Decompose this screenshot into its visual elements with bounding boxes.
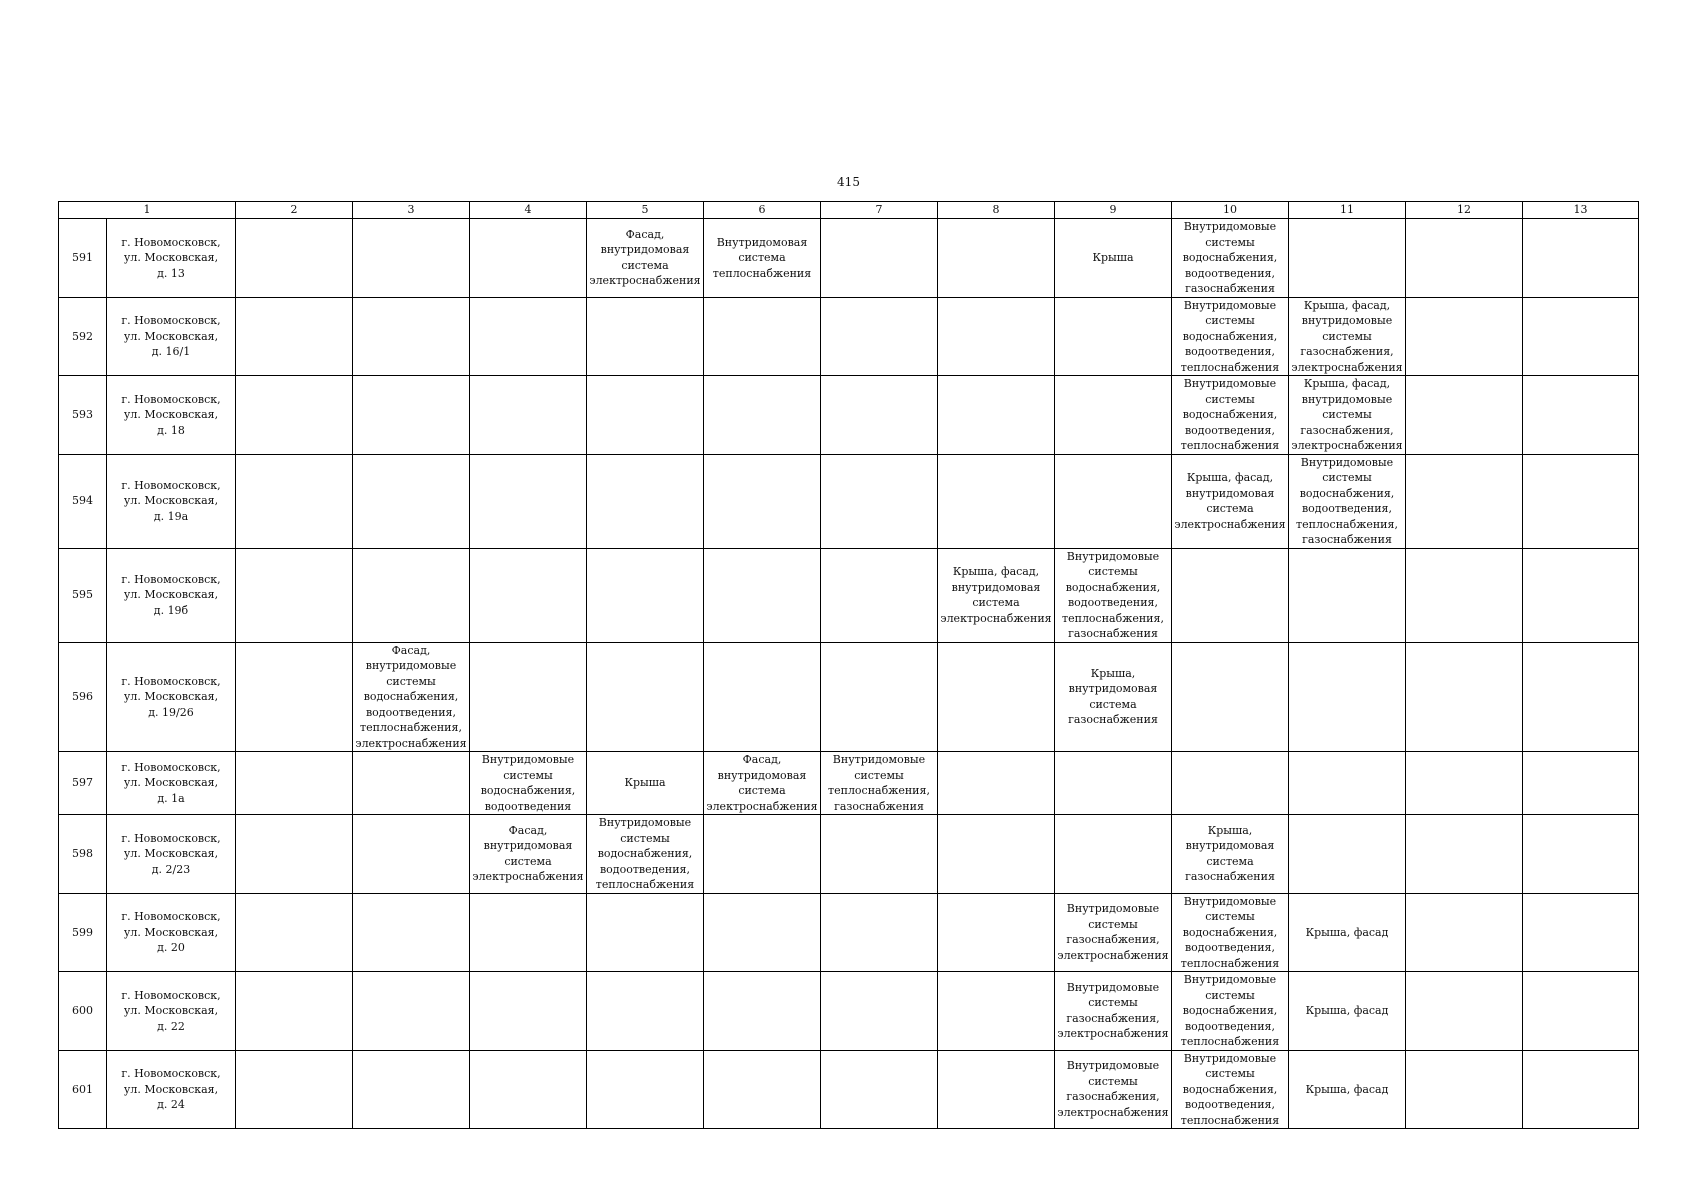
work-cell-col-11: [1289, 548, 1406, 642]
work-cell-col-11: [1289, 642, 1406, 752]
column-number-header: 5: [587, 202, 704, 219]
work-cell-col-11: [1289, 219, 1406, 298]
work-cell-col-10: [1172, 752, 1289, 815]
work-cell-col-11: Крыша, фасад: [1289, 893, 1406, 972]
work-cell-col-2: [236, 454, 353, 548]
table-row: [59, 815, 1639, 894]
work-cell-col-9: [1055, 454, 1172, 548]
column-number-header: 1: [59, 202, 236, 219]
work-cell-col-4: Внутридомовые системы водоснабжения, водоотведения: [470, 752, 587, 815]
column-number-header: 4: [470, 202, 587, 219]
work-cell-col-7: [821, 376, 938, 455]
address-cell: г. Новомосковск, ул. Московская, д. 24: [107, 1050, 236, 1129]
work-cell-col-2: [236, 376, 353, 455]
work-cell-col-12: [1406, 642, 1523, 752]
work-cell-col-10: Внутридомовые системы водоснабжения, водоотведения, теплоснабжения: [1172, 297, 1289, 376]
table-row: [59, 219, 1639, 298]
work-cell-col-13: [1523, 1050, 1639, 1129]
column-number-header-row: [59, 202, 1639, 219]
work-cell-col-9: Крыша, внутридомовая система газоснабжения: [1055, 642, 1172, 752]
work-cell-col-6: [704, 297, 821, 376]
address-cell: г. Новомосковск, ул. Московская, д. 2/23: [107, 815, 236, 894]
address-cell: г. Новомосковск, ул. Московская, д. 19а: [107, 454, 236, 548]
work-cell-col-9: Внутридомовые системы водоснабжения, водоотведения, теплоснабжения, газоснабжения: [1055, 548, 1172, 642]
work-cell-col-3: [353, 219, 470, 298]
work-cell-col-13: [1523, 893, 1639, 972]
work-cell-col-8: [938, 376, 1055, 455]
work-cell-col-5: [587, 972, 704, 1051]
work-cell-col-6: [704, 1050, 821, 1129]
work-cell-col-2: [236, 297, 353, 376]
column-number-header: 7: [821, 202, 938, 219]
work-cell-col-12: [1406, 548, 1523, 642]
work-cell-col-4: [470, 642, 587, 752]
work-cell-col-12: [1406, 815, 1523, 894]
work-cell-col-8: [938, 454, 1055, 548]
table-row: [59, 893, 1639, 972]
work-cell-col-5: Внутридомовые системы водоснабжения, водоотведения, теплоснабжения: [587, 815, 704, 894]
column-number-header: 10: [1172, 202, 1289, 219]
work-cell-col-6: Внутридомовая система теплоснабжения: [704, 219, 821, 298]
work-cell-col-4: Фасад, внутридомовая система электроснабжения: [470, 815, 587, 894]
work-cell-col-10: Внутридомовые системы водоснабжения, водоотведения, теплоснабжения: [1172, 893, 1289, 972]
work-cell-col-10: Внутридомовые системы водоснабжения, водоотведения, теплоснабжения: [1172, 1050, 1289, 1129]
work-cell-col-6: [704, 548, 821, 642]
work-cell-col-3: [353, 972, 470, 1051]
work-cell-col-10: Крыша, фасад, внутридомовая система электроснабжения: [1172, 454, 1289, 548]
work-cell-col-9: [1055, 752, 1172, 815]
work-cell-col-10: Внутридомовые системы водоснабжения, водоотведения, теплоснабжения: [1172, 376, 1289, 455]
work-cell-col-3: [353, 454, 470, 548]
work-cell-col-2: [236, 893, 353, 972]
column-number-header: 8: [938, 202, 1055, 219]
column-number-header: 6: [704, 202, 821, 219]
table-row: [59, 548, 1639, 642]
work-cell-col-9: [1055, 815, 1172, 894]
work-cell-col-3: [353, 376, 470, 455]
work-cell-col-6: [704, 376, 821, 455]
work-cell-col-4: [470, 297, 587, 376]
work-cell-col-11: [1289, 752, 1406, 815]
work-cell-col-9: Внутридомовые системы газоснабжения, электроснабжения: [1055, 1050, 1172, 1129]
work-cell-col-10: Крыша, внутридомовая система газоснабжения: [1172, 815, 1289, 894]
work-cell-col-3: [353, 752, 470, 815]
work-cell-col-2: [236, 548, 353, 642]
work-cell-col-10: [1172, 548, 1289, 642]
work-cell-col-4: [470, 376, 587, 455]
column-number-header: 3: [353, 202, 470, 219]
work-cell-col-6: [704, 642, 821, 752]
work-cell-col-3: [353, 548, 470, 642]
work-cell-col-2: [236, 972, 353, 1051]
work-cell-col-7: [821, 1050, 938, 1129]
table-row: [59, 454, 1639, 548]
work-cell-col-9: [1055, 297, 1172, 376]
work-cell-col-6: [704, 454, 821, 548]
column-number-header: 2: [236, 202, 353, 219]
work-cell-col-4: [470, 548, 587, 642]
work-cell-col-5: [587, 376, 704, 455]
work-cell-col-13: [1523, 376, 1639, 455]
table-body: [59, 202, 1639, 1129]
table-row: [59, 642, 1639, 752]
work-cell-col-13: [1523, 297, 1639, 376]
work-cell-col-7: [821, 454, 938, 548]
work-cell-col-3: [353, 893, 470, 972]
column-number-header: 9: [1055, 202, 1172, 219]
work-cell-col-8: [938, 972, 1055, 1051]
work-cell-col-7: Внутридомовые системы теплоснабжения, газоснабжения: [821, 752, 938, 815]
work-cell-col-7: [821, 972, 938, 1051]
work-cell-col-4: [470, 893, 587, 972]
work-cell-col-8: [938, 893, 1055, 972]
work-cell-col-4: [470, 454, 587, 548]
table-row: [59, 1050, 1639, 1129]
work-cell-col-5: Крыша: [587, 752, 704, 815]
work-cell-col-10: Внутридомовые системы водоснабжения, водоотведения, теплоснабжения: [1172, 972, 1289, 1051]
repair-schedule-table: [58, 201, 1639, 1129]
address-cell: г. Новомосковск, ул. Московская, д. 19б: [107, 548, 236, 642]
table-row: [59, 297, 1639, 376]
work-cell-col-13: [1523, 752, 1639, 815]
row-number: 592: [59, 297, 107, 376]
work-cell-col-9: Внутридомовые системы газоснабжения, электроснабжения: [1055, 893, 1172, 972]
row-number: 600: [59, 972, 107, 1051]
work-cell-col-11: Крыша, фасад: [1289, 1050, 1406, 1129]
work-cell-col-6: [704, 893, 821, 972]
work-cell-col-5: [587, 1050, 704, 1129]
column-number-header: 11: [1289, 202, 1406, 219]
work-cell-col-12: [1406, 1050, 1523, 1129]
work-cell-col-8: [938, 642, 1055, 752]
work-cell-col-12: [1406, 454, 1523, 548]
work-cell-col-7: [821, 297, 938, 376]
page-number: 415: [837, 175, 860, 189]
work-cell-col-6: [704, 972, 821, 1051]
work-cell-col-12: [1406, 752, 1523, 815]
work-cell-col-2: [236, 1050, 353, 1129]
address-cell: г. Новомосковск, ул. Московская, д. 22: [107, 972, 236, 1051]
work-cell-col-8: [938, 219, 1055, 298]
address-cell: г. Новомосковск, ул. Московская, д. 19/26: [107, 642, 236, 752]
work-cell-col-8: Крыша, фасад, внутридомовая система электроснабжения: [938, 548, 1055, 642]
work-cell-col-12: [1406, 972, 1523, 1051]
work-cell-col-5: [587, 548, 704, 642]
work-cell-col-13: [1523, 219, 1639, 298]
work-cell-col-8: [938, 815, 1055, 894]
work-cell-col-10: [1172, 642, 1289, 752]
address-cell: г. Новомосковск, ул. Московская, д. 20: [107, 893, 236, 972]
work-cell-col-7: [821, 893, 938, 972]
work-cell-col-5: [587, 642, 704, 752]
work-cell-col-12: [1406, 297, 1523, 376]
row-number: 598: [59, 815, 107, 894]
work-cell-col-4: [470, 1050, 587, 1129]
work-cell-col-7: [821, 642, 938, 752]
work-cell-col-2: [236, 219, 353, 298]
work-cell-col-3: [353, 1050, 470, 1129]
column-number-header: 13: [1523, 202, 1639, 219]
work-cell-col-3: [353, 815, 470, 894]
work-cell-col-12: [1406, 219, 1523, 298]
table-row: [59, 376, 1639, 455]
row-number: 594: [59, 454, 107, 548]
row-number: 595: [59, 548, 107, 642]
work-cell-col-9: [1055, 376, 1172, 455]
work-cell-col-4: [470, 219, 587, 298]
address-cell: г. Новомосковск, ул. Московская, д. 16/1: [107, 297, 236, 376]
work-cell-col-13: [1523, 548, 1639, 642]
work-cell-col-11: Крыша, фасад, внутридомовые системы газоснабжения, электроснабжения: [1289, 376, 1406, 455]
work-cell-col-13: [1523, 815, 1639, 894]
work-cell-col-12: [1406, 376, 1523, 455]
work-cell-col-3: [353, 297, 470, 376]
row-number: 593: [59, 376, 107, 455]
work-cell-col-13: [1523, 642, 1639, 752]
work-cell-col-5: [587, 454, 704, 548]
work-cell-col-13: [1523, 454, 1639, 548]
work-cell-col-2: [236, 642, 353, 752]
row-number: 599: [59, 893, 107, 972]
row-number: 601: [59, 1050, 107, 1129]
work-cell-col-11: Внутридомовые системы водоснабжения, водоотведения, теплоснабжения, газоснабжения: [1289, 454, 1406, 548]
work-cell-col-5: Фасад, внутридомовая система электроснабжения: [587, 219, 704, 298]
work-cell-col-5: [587, 297, 704, 376]
address-cell: г. Новомосковск, ул. Московская, д. 13: [107, 219, 236, 298]
work-cell-col-12: [1406, 893, 1523, 972]
work-cell-col-7: [821, 219, 938, 298]
work-cell-col-8: [938, 1050, 1055, 1129]
work-cell-col-8: [938, 752, 1055, 815]
row-number: 591: [59, 219, 107, 298]
table-row: [59, 752, 1639, 815]
work-cell-col-2: [236, 815, 353, 894]
work-cell-col-9: Крыша: [1055, 219, 1172, 298]
table-row: [59, 972, 1639, 1051]
work-cell-col-11: Крыша, фасад, внутридомовые системы газоснабжения, электроснабжения: [1289, 297, 1406, 376]
address-cell: г. Новомосковск, ул. Московская, д. 1а: [107, 752, 236, 815]
work-cell-col-2: [236, 752, 353, 815]
work-cell-col-13: [1523, 972, 1639, 1051]
work-cell-col-7: [821, 548, 938, 642]
work-cell-col-5: [587, 893, 704, 972]
work-cell-col-8: [938, 297, 1055, 376]
work-cell-col-9: Внутридомовые системы газоснабжения, электроснабжения: [1055, 972, 1172, 1051]
work-cell-col-3: Фасад, внутридомовые системы водоснабжения, водоотведения, теплоснабжения, электроснабжения: [353, 642, 470, 752]
work-cell-col-4: [470, 972, 587, 1051]
row-number: 596: [59, 642, 107, 752]
work-cell-col-6: [704, 815, 821, 894]
work-cell-col-7: [821, 815, 938, 894]
row-number: 597: [59, 752, 107, 815]
work-cell-col-10: Внутридомовые системы водоснабжения, водоотведения, газоснабжения: [1172, 219, 1289, 298]
column-number-header: 12: [1406, 202, 1523, 219]
work-cell-col-6: Фасад, внутридомовая система электроснабжения: [704, 752, 821, 815]
work-cell-col-11: Крыша, фасад: [1289, 972, 1406, 1051]
address-cell: г. Новомосковск, ул. Московская, д. 18: [107, 376, 236, 455]
work-cell-col-11: [1289, 815, 1406, 894]
